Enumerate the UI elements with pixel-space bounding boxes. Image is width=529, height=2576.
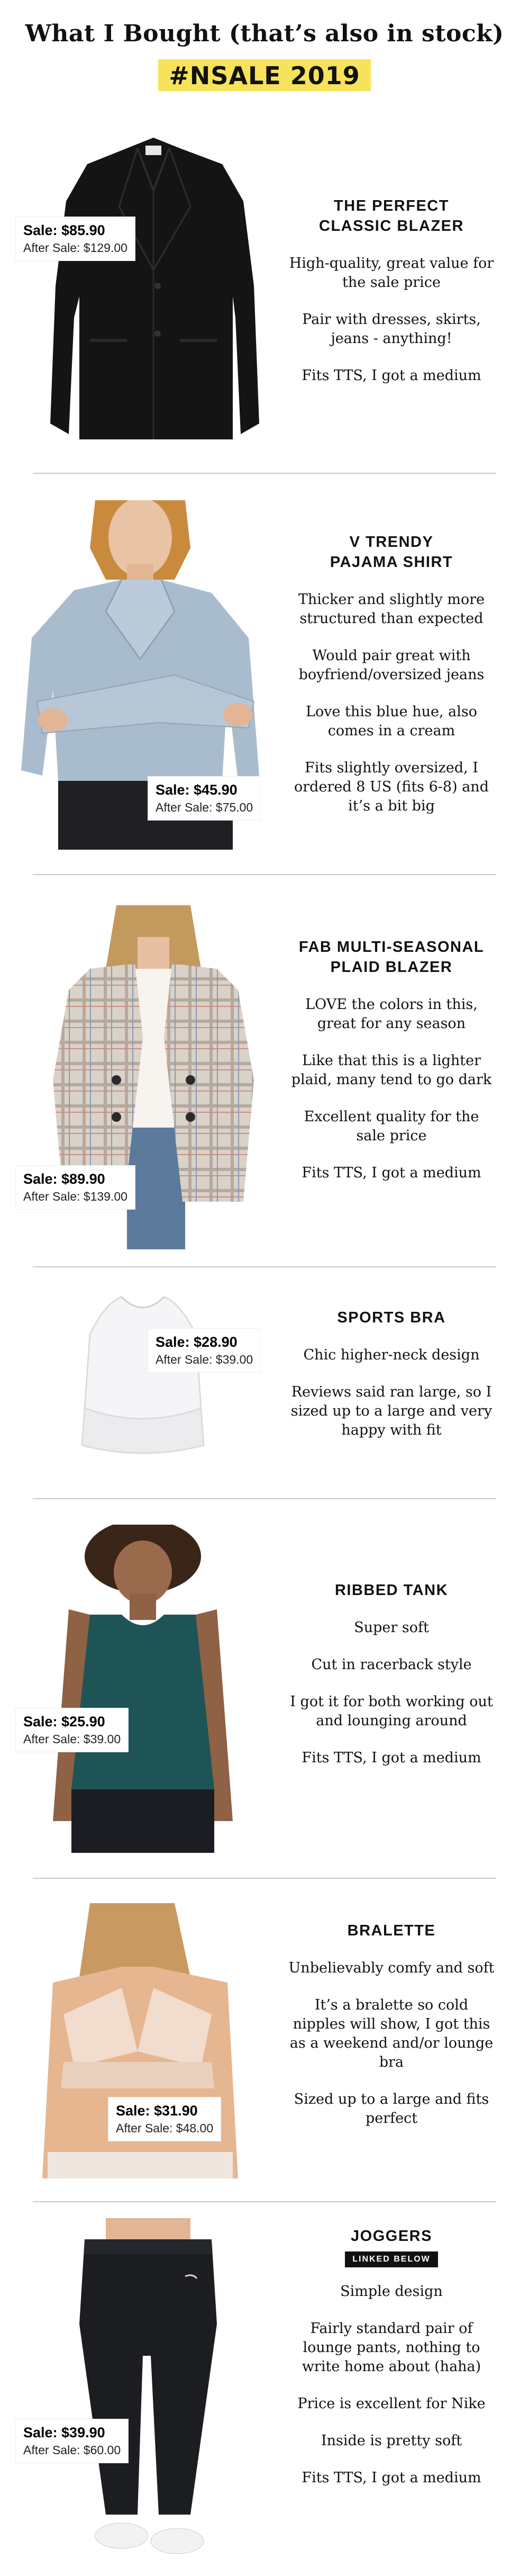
sale-price: Sale: $45.90 — [156, 782, 238, 798]
price-tag — [16, 1166, 135, 1209]
price-tag — [148, 1329, 260, 1372]
item-note: Love this blue hue, also comes in a cream — [306, 704, 477, 739]
item-details — [288, 196, 495, 385]
sale-price: Sale: $31.90 — [116, 2103, 198, 2119]
item-details — [288, 937, 495, 1183]
after-sale-price: After Sale: $75.00 — [156, 800, 253, 814]
sale-price: Sale: $25.90 — [23, 1714, 105, 1730]
price-tag — [16, 2419, 128, 2463]
after-sale-price: After Sale: $48.00 — [116, 2121, 214, 2135]
item-details — [288, 1921, 495, 2128]
item-note: It’s a bralette so cold nipples will show, I got this as a weekend and/or lounge bra — [289, 1997, 494, 2070]
item-note: Fits slightly oversized, I ordered 8 US (fits 6-8) and it’s a bit big — [294, 760, 489, 814]
item-name: RIBBED TANK — [334, 1582, 449, 1599]
item-name: FAB MULTI-SEASONAL PLAID BLAZER — [298, 939, 485, 976]
item-note: Chic higher-neck design — [303, 1347, 480, 1363]
product-image-ribbed-tank[interactable] — [32, 1525, 254, 1853]
item-name: JOGGERS — [351, 2228, 432, 2245]
item-note: Fits TTS, I got a medium — [302, 1165, 481, 1181]
item-note: Super soft — [354, 1619, 429, 1636]
item-note: Like that this is a lighter plaid, many tend to go dark — [291, 1052, 492, 1088]
item-note: High-quality, great value for the sale price — [289, 255, 494, 291]
section-divider — [33, 874, 496, 875]
item-note: Inside is pretty soft — [321, 2433, 462, 2449]
item-name: V TRENDY PAJAMA SHIRT — [330, 534, 453, 571]
after-sale-price: After Sale: $39.00 — [156, 1353, 253, 1366]
section-divider — [33, 1878, 496, 1879]
hashtag-badge: #NSALE 2019 — [158, 59, 371, 91]
price-tag — [16, 1708, 128, 1752]
page-header — [0, 0, 529, 106]
item-note: Fits TTS, I got a medium — [302, 1750, 481, 1766]
after-sale-price: After Sale: $60.00 — [23, 2443, 121, 2457]
after-sale-price: After Sale: $39.00 — [23, 1732, 121, 1746]
item-note: Fits TTS, I got a medium — [302, 367, 481, 384]
item-note: Excellent quality for the sale price — [304, 1109, 479, 1144]
item-note: Fits TTS, I got a medium — [302, 2470, 481, 2486]
item-note: Pair with dresses, skirts, jeans - anything! — [302, 311, 481, 347]
item-note: I got it for both working out and lounging around — [290, 1694, 493, 1729]
item-note: Simple design — [340, 2283, 443, 2300]
item-note: Sized up to a large and fits perfect — [294, 2091, 489, 2127]
item-name: BRALETTE — [347, 1922, 436, 1939]
product-image-joggers[interactable] — [53, 2218, 243, 2568]
page-title: What I Bought (that’s also in stock) — [25, 20, 504, 47]
after-sale-price: After Sale: $129.00 — [23, 241, 127, 255]
after-sale-price: After Sale: $139.00 — [23, 1190, 127, 1203]
product-image-blazer[interactable] — [32, 127, 275, 455]
linked-below-badge[interactable]: LINKED BELOW — [345, 2251, 438, 2267]
item-name: THE PERFECT CLASSIC BLAZER — [319, 197, 464, 235]
sale-price: Sale: $85.90 — [23, 222, 105, 238]
item-note: Reviews said ran large, so I sized up to a large and very happy with fit — [290, 1384, 492, 1438]
price-tag — [16, 217, 135, 260]
section-divider — [33, 1266, 496, 1267]
sale-price: Sale: $39.90 — [23, 2425, 105, 2440]
item-note: LOVE the colors in this, great for any season — [305, 996, 478, 1032]
item-details — [288, 532, 495, 816]
item-note: Thicker and slightly more structured than expected — [298, 591, 485, 627]
price-tag — [108, 2097, 221, 2141]
item-note: Would pair great with boyfriend/oversized jeans — [298, 647, 485, 683]
section-divider — [33, 473, 496, 474]
item-details — [288, 2226, 495, 2488]
item-note: Unbelievably comfy and soft — [288, 1960, 495, 1976]
item-note: Fairly standard pair of lounge pants, nothing to write home about (haha) — [302, 2320, 481, 2375]
item-details — [288, 1308, 495, 1440]
section-divider — [33, 1498, 496, 1499]
price-tag — [148, 777, 260, 820]
item-note: Cut in racerback style — [311, 1656, 472, 1673]
item-name: SPORTS BRA — [337, 1309, 446, 1326]
sale-price: Sale: $89.90 — [23, 1171, 105, 1187]
sale-price: Sale: $28.90 — [156, 1334, 238, 1350]
section-divider — [33, 2201, 496, 2202]
item-details — [288, 1580, 495, 1768]
item-note: Price is excellent for Nike — [297, 2395, 486, 2412]
product-image-sports-bra[interactable] — [74, 1286, 212, 1472]
